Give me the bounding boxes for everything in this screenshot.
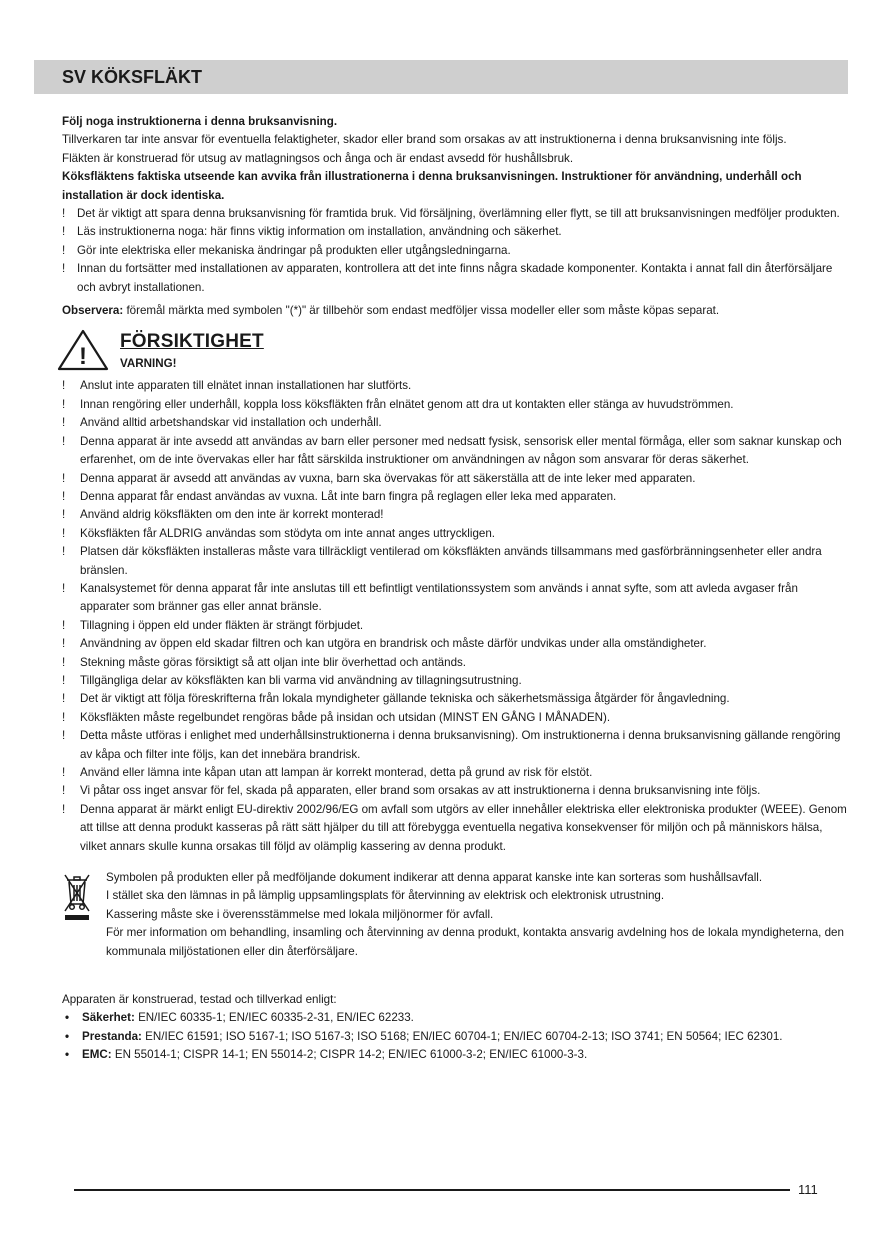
exclamation-marker: !: [62, 489, 66, 503]
list-item-text: Tillgängliga delar av köksfläkten kan bli varma vid användning av tillagningsutrustning.: [80, 673, 522, 687]
exclamation-marker: !: [62, 673, 66, 687]
exclamation-marker: !: [62, 434, 66, 448]
standard-item: [62, 1009, 848, 1027]
weee-text: För mer information om behandling, insamling och återvinning av denna produkt, kontakta ansvarig avdelning hos de lokala myndigheterna, den kommunala miljöstationen eller din återförsäljare.: [106, 926, 844, 958]
list-item: [62, 543, 848, 580]
weee-bin-icon: [62, 871, 92, 923]
list-item-text: Denna apparat får endast användas av vuxna. Låt inte barn fingra på reglagen eller leka med apparaten.: [80, 489, 617, 503]
list-item-text: Stekning måste göras försiktigt så att oljan inte blir överhettad och antänds.: [80, 655, 467, 669]
standards-list: [62, 1009, 848, 1064]
exclamation-marker: !: [62, 692, 66, 706]
list-item-text: Denna apparat är inte avsedd att användas av barn eller personer med nedsatt fysisk, sensorisk eller mental förmåga, eller som saknar kunskap och erfarenhet, om de inte övervakas eller har fått särskilda instruktioner om användningen av någon som ansvarar för deras säkerhet.: [80, 434, 842, 467]
list-item: [62, 635, 848, 653]
list-item-text: Använd aldrig köksfläkten om den inte är korrekt monterad!: [80, 508, 384, 522]
bullet-marker: •: [65, 1029, 70, 1043]
exclamation-marker: !: [62, 581, 66, 595]
list-item: [62, 690, 848, 708]
intro-paragraph: Fläkten är konstruerad för utsug av matlagningsos och ånga och är endast avsedd för hushållsbruk.: [62, 151, 574, 165]
list-item-text: Använd alltid arbetshandskar vid installation och underhåll.: [80, 416, 382, 430]
standard-label: Säkerhet:: [82, 1011, 135, 1025]
warning-symbol: !: [79, 343, 87, 371]
exclamation-marker: !: [62, 225, 66, 239]
standards-intro: Apparaten är konstruerad, testad och tillverkad enligt:: [62, 993, 337, 1007]
caution-title: FÖRSIKTIGHET: [120, 331, 264, 353]
exclamation-marker: !: [62, 471, 66, 485]
list-item: [62, 433, 848, 470]
exclamation-marker: !: [62, 243, 66, 257]
list-item: [62, 414, 848, 432]
section-header: [34, 60, 848, 94]
list-item: [62, 223, 848, 241]
weee-text: Kassering måste ske i överensstämmelse med lokala miljönormer för avfall.: [106, 907, 494, 921]
standard-label: EMC:: [82, 1048, 112, 1062]
list-item: [62, 709, 848, 727]
exclamation-marker: !: [62, 710, 66, 724]
list-item-text: Denna apparat är avsedd att användas av vuxna, barn ska övervakas för att säkerställa att de inte leker med apparaten.: [80, 471, 696, 485]
list-item-text: Använd eller lämna inte kåpan utan att lampan är korrekt monterad, detta på grund av risk för elstöt.: [80, 766, 593, 779]
exclamation-marker: !: [62, 526, 66, 540]
list-item-text: Innan du fortsätter med installationen av apparaten, kontrollera att det inte finns några skadade komponenter. Kontakta i annat fall din återförsäljare och avbryt installationen.: [77, 262, 833, 294]
standard-label: Prestanda:: [82, 1029, 142, 1043]
list-item: [62, 580, 848, 617]
list-item-text: Köksfläkten får ALDRIG användas som stödyta om inte annat anges uttryckligen.: [80, 526, 496, 540]
list-item: [62, 470, 848, 488]
warning-list: [62, 377, 848, 856]
warning-triangle-icon: [56, 328, 110, 372]
list-item-text: Kanalsystemet för denna apparat får inte anslutas till ett befintligt ventilationssystem som används i annat syfte, som att avleda avgaser från apparater som bränner gas eller annat bränsle.: [80, 581, 798, 614]
list-item-text: Platsen där köksfläkten installeras måste vara tillräckligt ventilerad om köksfläkten används tillsammans med gasförbränningsenheter eller andra bränslen.: [80, 545, 822, 577]
exclamation-marker: !: [62, 618, 66, 632]
list-item-text: Innan rengöring eller underhåll, koppla loss köksfläkten från elnätet genom att dra ut kontakten eller stänga av huvudströmmen.: [80, 397, 734, 411]
caution-subtitle: VARNING!: [120, 357, 177, 371]
exclamation-marker: !: [62, 729, 66, 743]
exclamation-marker: !: [62, 262, 66, 276]
footer-divider: [74, 1189, 790, 1191]
list-item: [62, 672, 848, 690]
list-item-text: Läs instruktionerna noga: här finns viktig information om installation, användning och säkerhet.: [77, 225, 562, 239]
list-item-text: Denna apparat är märkt enligt EU-direktiv 2002/96/EG om avfall som utgörs av eller innehåller elektriska eller elektroniska produkter (WEEE). Genom att tillse att denna produkt kasseras på rätt sätt hjälper du till att förebygga eventuella negativa konsekvenser för miljön och på människors hälsa, vilket annars skulle kunna orsakas till följd av olämplig kassering av denna produkt.: [80, 802, 847, 853]
list-item-text: Detta måste utföras i enlighet med underhållsinstruktionerna i denna bruksanvisning). Om instruktionerna i denna bruksanvisning gällande rengöring av kåpa och filter inte följs, kan det innebära brandrisk.: [80, 729, 841, 761]
weee-text: Symbolen på produkten eller på medföljande dokument indikerar att denna apparat kanske inte kan sorteras som hushållsavfall.: [106, 871, 763, 885]
list-item: [62, 205, 848, 223]
list-item: [62, 506, 848, 524]
list-item: [62, 260, 848, 297]
observe-text: föremål märkta med symbolen "(*)" är tillbehör som endast medföljer vissa modeller eller som måste köpas separat.: [123, 304, 720, 318]
list-item-text: Tillagning i öppen eld under fläkten är strängt förbjudet.: [80, 618, 364, 632]
section-title: SV KÖKSFLÄKT: [62, 67, 203, 87]
standard-text: EN 55014-1; CISPR 14-1; EN 55014-2; CISPR 14-2; EN/IEC 61000-3-2; EN/IEC 61000-3-3.: [111, 1048, 588, 1062]
exclamation-marker: !: [62, 637, 66, 651]
exclamation-marker: !: [62, 508, 66, 522]
list-item-text: Vi påtar oss inget ansvar för fel, skada på apparaten, eller brand som orsakas av att instruktionerna i denna bruksanvisning inte följs.: [80, 784, 761, 798]
bullet-marker: •: [65, 1011, 70, 1025]
intro-heading: Följ noga instruktionerna i denna bruksanvisning.: [62, 115, 338, 128]
exclamation-marker: !: [62, 655, 66, 669]
list-item: [62, 377, 848, 395]
exclamation-marker: !: [62, 545, 66, 559]
observe-label: Observera:: [62, 304, 124, 318]
exclamation-marker: !: [62, 802, 66, 816]
list-item-text: Det är viktigt att följa föreskrifterna från lokala myndigheter gällande tekniska och säkerhetsmässiga åtgärder för ångavledning.: [80, 692, 730, 706]
intro-notice: Köksfläktens faktiska utseende kan avvika från illustrationerna i denna bruksanvisningen. Instruktioner för användning, underhåll och installation är dock identiska.: [62, 170, 802, 202]
list-item-text: Anslut inte apparaten till elnätet innan installationen har slutförts.: [80, 379, 412, 393]
standard-text: EN/IEC 61591; ISO 5167-1; ISO 5167-3; ISO 5168; EN/IEC 60704-1; EN/IEC 60704-2-13; ISO 3741; EN 50564; IEC 62301.: [141, 1029, 783, 1043]
exclamation-marker: !: [62, 397, 66, 411]
list-item: [62, 801, 848, 856]
page-number: 111: [798, 1182, 818, 1197]
weee-text: I stället ska den lämnas in på lämplig uppsamlingsplats för återvinning av elektrisk och elektronisk utrustning.: [106, 889, 665, 903]
exclamation-marker: !: [62, 784, 66, 798]
weee-block: [62, 869, 848, 961]
standard-text: EN/IEC 60335-1; EN/IEC 60335-2-31, EN/IEC 62233.: [134, 1011, 414, 1025]
list-item: [62, 488, 848, 506]
list-item: [62, 617, 848, 635]
bullet-marker: •: [65, 1048, 70, 1062]
list-item: [62, 782, 848, 800]
list-item: [62, 654, 848, 672]
standard-item: [62, 1046, 848, 1064]
page-content: [62, 113, 848, 1065]
exclamation-marker: !: [62, 207, 66, 221]
list-item-text: Köksfläkten måste regelbundet rengöras både på insidan och utsidan (MINST EN GÅNG I MÅNADEN).: [80, 710, 611, 724]
list-item: [62, 396, 848, 414]
exclamation-marker: !: [62, 766, 66, 779]
caution-block: [62, 328, 848, 374]
list-item: [62, 764, 848, 782]
intro-paragraph: Tillverkaren tar inte ansvar för eventuella felaktigheter, skador eller brand som orsakas av att instruktionerna i denna bruksanvisning inte följs.: [62, 133, 787, 147]
exclamation-marker: !: [62, 416, 66, 430]
observe-note: [62, 302, 848, 320]
list-item: [62, 242, 848, 260]
list-item-text: Gör inte elektriska eller mekaniska ändringar på produkten eller utgångsledningarna.: [77, 243, 511, 257]
exclamation-marker: !: [62, 379, 66, 393]
list-item: [62, 727, 848, 764]
intro-list: [62, 205, 848, 297]
standard-item: [62, 1028, 848, 1046]
list-item-text: Användning av öppen eld skadar filtren och kan utgöra en brandrisk och måste därför undvikas under alla omständigheter.: [80, 637, 707, 651]
list-item-text: Det är viktigt att spara denna bruksanvisning för framtida bruk. Vid försäljning, överlämning eller flytt, se till att bruksanvisningen medföljer produkten.: [77, 207, 840, 221]
list-item: [62, 525, 848, 543]
